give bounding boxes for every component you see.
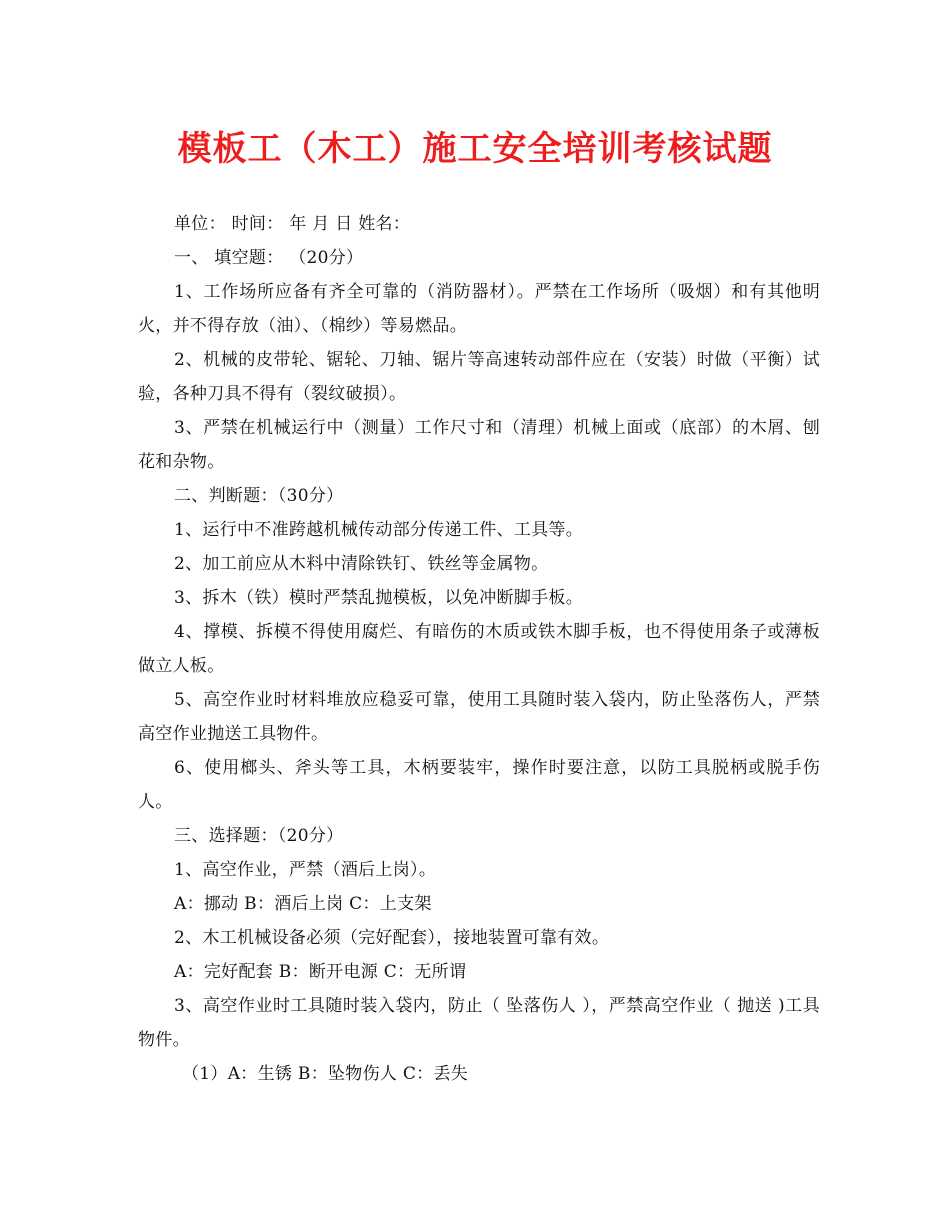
section-heading-true-false: 二、判断题：（30分）: [174, 486, 344, 506]
fill-blank-item-3: 3、严禁在机械运行中（测量）工作尺寸和（清理）机械上面或（底部）的木屑、刨花和杂物。: [138, 418, 820, 472]
header-line: 单位： 时间： 年 月 日 姓名：: [174, 214, 411, 234]
true-false-item-6: 6、使用榔头、斧头等工具，木柄要装牢，操作时要注意，以防工具脱柄或脱手伤人。: [138, 758, 820, 812]
fill-blank-item-2: 2、机械的皮带轮、锯轮、刀轴、锯片等高速转动部件应在（安装）时做（平衡）试验，各种刀具不得有（裂纹破损）。: [138, 350, 820, 404]
true-false-item-4: 4、撑模、拆模不得使用腐烂、有暗伤的木质或铁木脚手板，也不得使用条子或薄板做立人板。: [138, 622, 820, 676]
choice-options-3: （1）A：生锈 B：坠物伤人 C：丢失: [182, 1064, 469, 1084]
choice-question-1: 1、高空作业，严禁（酒后上岗）。: [174, 860, 437, 880]
document-body: [138, 207, 820, 1091]
choice-options-2: A：完好配套 B：断开电源 C：无所谓: [174, 962, 467, 982]
document-title: 模板工（木工）施工安全培训考核试题: [177, 129, 773, 169]
choice-question-3: 3、高空作业时工具随时装入袋内，防止（ 坠落伤人 ），严禁高空作业（ 抛送 )工具物件。: [138, 996, 820, 1050]
true-false-item-3: 3、拆木（铁）模时严禁乱抛模板，以免冲断脚手板。: [174, 588, 584, 608]
true-false-item-1: 1、运行中不准跨越机械传动部分传递工件、工具等。: [174, 520, 584, 540]
true-false-item-2: 2、加工前应从木料中清除铁钉、铁丝等金属物。: [174, 554, 549, 574]
choice-options-1: A：挪动 B：酒后上岗 C：上支架: [174, 894, 432, 914]
choice-question-2: 2、木工机械设备必须（完好配套），接地装置可靠有效。: [174, 928, 610, 948]
section-heading-fill-blank: 一、 填空题： （20分）: [174, 248, 364, 268]
fill-blank-item-1: 1、工作场所应备有齐全可靠的（消防器材）。严禁在工作场所（吸烟）和有其他明火，并不得存放（油）、（棉纱）等易燃品。: [138, 282, 820, 336]
true-false-item-5: 5、高空作业时材料堆放应稳妥可靠，使用工具随时装入袋内，防止坠落伤人，严禁高空作业抛送工具物件。: [138, 690, 820, 744]
section-heading-multiple-choice: 三、选择题：（20分）: [174, 826, 344, 846]
